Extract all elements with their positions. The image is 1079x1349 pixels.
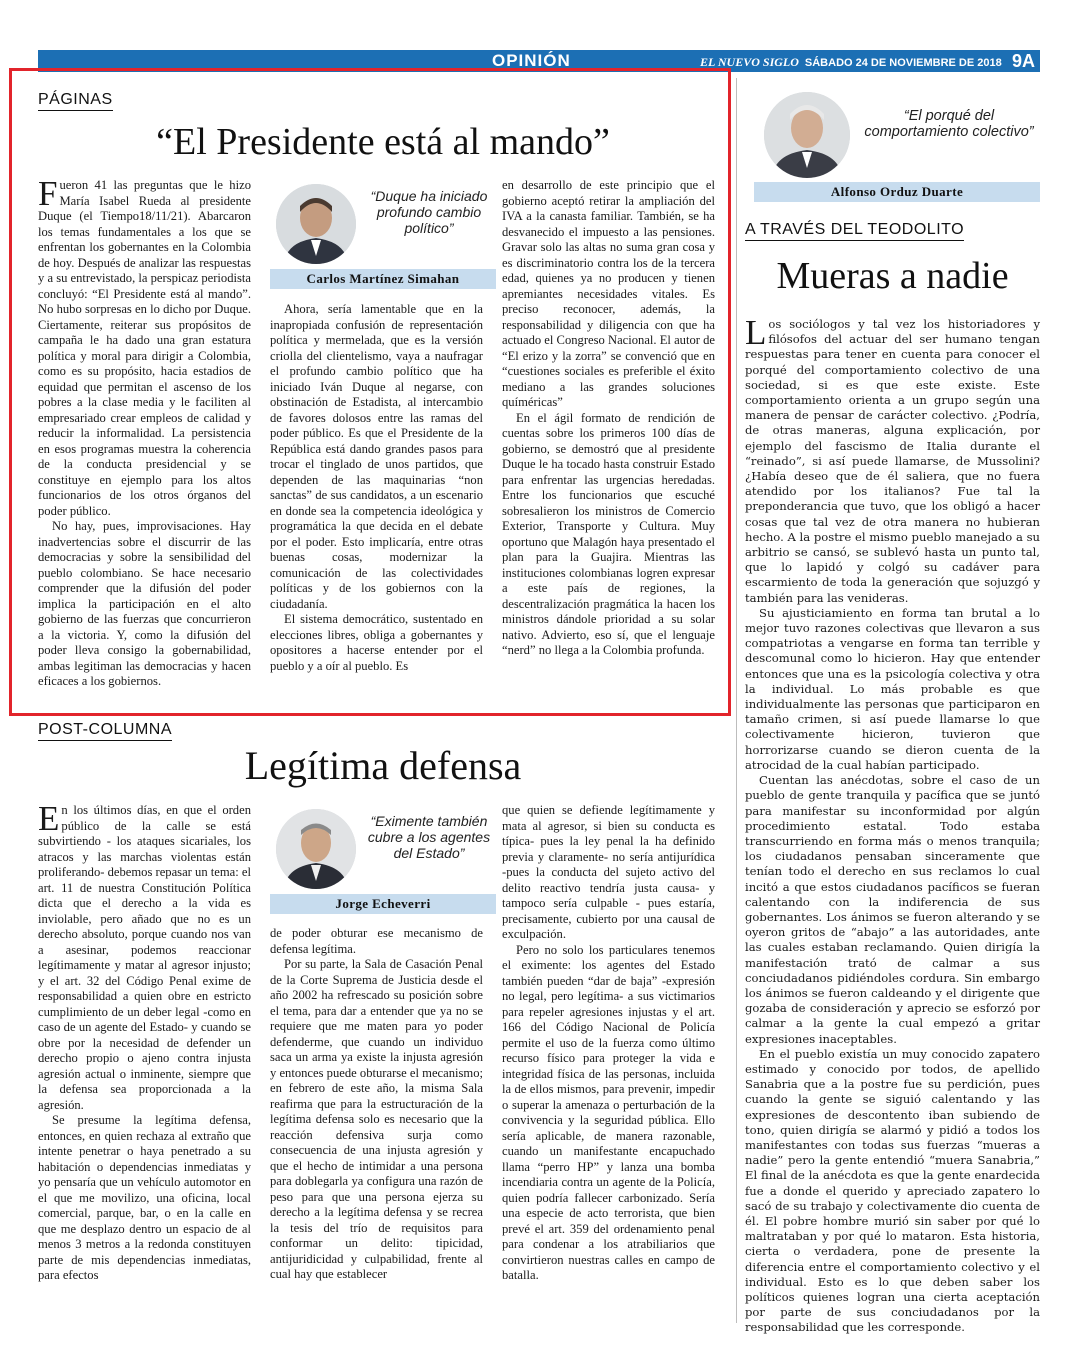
- author-quote: “El porqué del comportamiento colectivo”: [864, 108, 1034, 140]
- author-name: Carlos Martínez Simahan: [270, 269, 496, 289]
- article2-kicker: POST-COLUMNA: [38, 721, 172, 741]
- author-name: Jorge Echeverri: [270, 894, 496, 914]
- article2-headline: Legítima defensa: [244, 743, 522, 788]
- article3-paragraph: Su ajusticiamiento en forma tan brutal a lo mejor tuvo razones colectivas que llevaron a sus compatriotas a vengarse en forma tan terrible y descomunal como lo hicieron. Hay que entender entonces que una es la psicología colectiva y otra la individual. Lo más probable es que individualmente las personas que participaron en tamaño crimen, si así puede llamarse lo que colectivamente hicieron, tuvieron que horrorizarse cuando se dieron cuenta de la atrocidad de la cual habían participado.: [745, 605, 1040, 772]
- article3-kicker: A TRAVÉS DEL TEODOLITO: [745, 221, 964, 241]
- article2-paragraph: n los últimos días, en que el orden público de la calle se está subvirtiendo - los ataques sicariales, los atracos y las marchas violentas están proliferando- debemos repasar un tema: el art. 11 de nuestra Constitución Política dicta que el derecho a la vida es inviolable, pero añado que no es un derecho absoluto, porque cuando nos van a asesinar, podemos reaccionar legítimamente y matar al agresor injusto; y el art. 32 del Código Penal exime de responsabilidad a quien obre en estricto cumplimiento de un deber legal -como en caso de un agente del Estado- y cuando se obre por la necesidad de defender un derecho propio o ajeno contra injusta agresión actual o inminente, siempre que la defensa sea proporcionada a la agresión.: [38, 803, 251, 1112]
- newspaper-name: EL NUEVO SIGLO: [700, 55, 799, 69]
- article2-paragraph: Pero no solo los particulares tenemos el eximente: los agentes del Estado también pueden “dar de baja” -expresión no legal, pero legítima- a sus victimarios para repeler agresiones injustas y el art. 166 del Código Nacional de Policía permite el uso de la fuerza como último recurso físico para proteger la vida e integridad física de las personas, incluida la de ellos mismos, para prevenir, impedir o superar la amenaza o perturbación de la convivencia y la seguridad pública. Ello sería aplicable, de manera razonable, cuando un manifestante encapuchado llama “perro HP” y lanza una bomba incendiaria contra un agente de la Policía, quien podría fallecer carbonizado. Sería una especie de acto terrorista, que bien prevé el art. 359 del ordenamiento penal para condenar a los atrabiliarios que convirtieron nuestras calles en campo de batalla.: [502, 942, 715, 1282]
- article2-paragraph: Por su parte, la Sala de Casación Penal de la Corte Suprema de Justicia desde el año 2002 ha refrescado su posición sobre el tema, para dar a entender que ya no se requiere que me maten para yo poder defenderme, que cuando un individuo saca un arma ya existe la injusta agresión y entonces puede obturarse el mecanismo; en febrero de este año, la misma Sala reafirma que para la estructuración de la legítima defensa solo es necesario que la reacción defensiva surja como consecuencia de una injusta agresión y que el hecho de intimidar a una persona para doblegarla ya configura una razón de peso para que una persona ejerza su derecho a la legítima defensa y se recrea la tesis del trío de requisitos para conformar un delito: tipicidad, antijuridicidad y culpabilidad, frente al cual hay que establecer: [270, 957, 483, 1281]
- drop-cap: E: [38, 799, 60, 838]
- portrait-image: [276, 809, 356, 889]
- article2-paragraph: Se presume la legítima defensa, entonces, en quien rechaza al extraño que intente penetrar o haya penetrado a su habitación o dependencias inmediatas y yo pensaría que un vehículo automotor en el que me movilizo, una oficina, local comercial, parque, bar, o en la calle en que me desplazo dentro un espacio de al menos 3 metros a la redonda constituyen parte de mis dependencias inmediatas, para efectos: [38, 1113, 251, 1282]
- author-photo: [764, 92, 850, 178]
- article1-paragraph: El sistema democrático, sustentado en elecciones libres, obliga a gobernantes y opositores a hacerse entender por el pueblo y a oír al pueblo. Es: [270, 612, 483, 673]
- article2-author-box: [270, 803, 496, 914]
- portrait-image: [764, 92, 850, 178]
- page-number: 9A: [1012, 51, 1036, 71]
- column-divider: [736, 78, 737, 1323]
- article3-paragraph: os sociólogos y tal vez los historiadores y filósofos del actuar del ser humano tengan respuestas para tener en cuenta para conocer el porqué del comportamiento colectivo de una sociedad, si es que este existe. Este comportamiento orienta a un grupo según una manera de pensar de carácter colectivo. ¿Podría, de otras maneras, alguna explicación, por ejemplo del fascismo de Italia durante el “reinado”, si así puede llamarse, de Mussolini? ¿Había deseo que de él saliera, que no fuera atendido por los italianos? Fue tal la preponderancia que tuvo, que los obligó a hacer cosas que tal vez de otra manera no hubieran hecho. A la postre el mismo pueblo manejado a su arbitrio se cansó, se sublevó hasta un punto tal, que lo lapidó y colgó su cadáver para escarmiento de toda la generación que sojuzgó y también para las venideras.: [745, 317, 1040, 605]
- article1-paragraph: No hay, pues, improvisaciones. Hay inadvertencias sobre el discurrir de las democracias y sobre la sensibilidad del pueblo colombiano. Se hace necesario comprender que la difusión del poder implica la participación en el alto gobierno de las fuerzas que concurrieron a la victoria. Y, como la difusión del poder lleva consigo la gobernabilidad, ambas legitiman las democracias y hacen eficaces a los gobiernos.: [38, 519, 251, 688]
- newspaper-dateline: [700, 56, 1002, 69]
- drop-cap: F: [38, 174, 58, 213]
- issue-date: SÁBADO 24 DE NOVIEMBRE DE 2018: [804, 57, 1002, 69]
- article1-kicker: PÁGINAS: [38, 91, 113, 111]
- section-name: OPINIÓN: [492, 51, 571, 70]
- article2-column-1: [38, 799, 251, 1284]
- article1-paragraph: Ahora, sería lamentable que en la inapropiada confusión de representación política y mermelada, que es la versión criolla del clientelismo, vaya a naufragar el profundo cambio político que ha iniciado Iván Duque al negarse, con obstinación de Estadista, al intercambio de favores dolosos entre las ramas del poder público. Es que el Presidente de la República está dando grandes pasos para trocar el tinglado de unos partidos, que dependen de las maquinarias “non sanctas” de sus candidatos, a un escenario en donde sea la competencia ideológica y programática la que decida en el debate por el poder. Esto implicaría, entre otras buenas cosas, modernizar la comunicación de las colectividades políticas y de los gobiernos con la ciudadanía.: [270, 302, 483, 611]
- article1-paragraph: ueron 41 las preguntas que le hizo María Isabel Rueda al presidente Duque (el Tiempo18/11/21). Abarcaron los temas fundamentales a los que se enfrentan los gobernantes en la Colombia de hoy. Después de analizar las respuestas y a su entrevistado, la perspicaz periodista concluyó: “El Presidente está al mando”. No hubo sorpresas en lo dicho por Duque. Ciertamente, reiterar sus propósitos de campaña le ha dado una gran estatura política y moral para dirigir a Colombia, como es su propósito, hacia estadios de equidad que permitan el ascenso de los pobres a la clase media y le faciliten al empresariado crear empleos de calidad y reducir la informalidad. La persistencia en esos programas muestra la coherencia de la conducta presidencial y se constituye en ejemplo para los altos funcionarios de los otros órganos del poder público.: [38, 178, 251, 518]
- drop-cap: L: [745, 313, 767, 352]
- article1-paragraph: en desarrollo de este principio que el gobierno aceptó retirar la ampliación del IVA a la canasta familiar. También, se ha desvanecido el impuesto a las pensiones. Gravar solo las altas no suma gran cosa y es discriminatorio contra los de la tercera edad, quienes ya no producen y tienen apremiantes necesidades vitales. Es preciso reconocer, además, la responsabilidad y diligencia con que ha actuado el Congreso Nacional. El autor de “El erizo y la zorra” se convenció que en “cuestiones sociales es preferible el éxito mediano a las grandes soluciones químéricas”: [502, 178, 715, 409]
- article2-column-2: [270, 926, 483, 1283]
- author-quote: “Eximente también cubre a los agentes del Estado”: [367, 813, 491, 861]
- article3-paragraph: En el pueblo existía un muy conocido zapatero estimado y conocido por todos, de apellido Sanabria que a la postre fue su perdición, pues cuando la gente se siguió calentando y las expresiones de descontento iban subiendo de tono, quien dirigía se alarmó y pidió a todos los manifestantes con todas sus fuerzas “mueras a nadie” pero la gente entendió “muera Sanabria,” El final de la anécdota es que la gente enardecida fue a donde el querido y apreciado zapatero lo sacó de su trabajo y colectivamente dio cuenta de él. El pobre hombre murió sin saber por qué lo maltrataban y por qué lo mataron. Esta historia, cierta o verdadera, pone de presente la diferencia entre el comportamiento colectivo y el individual. Esto es lo que deben saber los políticos quienes logran una cierta aceptación por parte de sus conciudadanos por la responsabilidad que les corresponde.: [745, 1046, 1040, 1335]
- article3-author-box: [754, 90, 1040, 202]
- author-name: Alfonso Orduz Duarte: [754, 182, 1040, 202]
- article3-column: [745, 313, 1040, 1336]
- article1-headline: “El Presidente está al mando”: [156, 121, 610, 163]
- article2-paragraph: que quien se defiende legítimamente y mata al agresor, si bien su conducta es típica- pues la ley penal la ha definido previa y claramente- no sería antijurídica -pues la conducta del sujeto activo del delito reactivo tendría justa causa- y tampoco sería culpable - pues estaría, precisamente, cubierto por una causal de exculpación.: [502, 803, 715, 941]
- article3-paragraph: Cuentan las anécdotas, sobre el caso de un pueblo de gente tranquila y pacífica que se juntó para manifestar su inconformidad por algún procedimiento estatal. Todo estaba transcurriendo en forma más o menos tranquila; los ciudadanos pensaban sinceramente que tenían todo el derecho en sus reclamos lo cual incitó a que estos ciudadanos pacíficos se fueran calentando con la indiferencia de sus gobernantes. Los ánimos se fueron alterando y se oyeron gritos de “abajo” a las autoridades, ante las cuales estaban reclamando. Quien dirigía la manifestación trató de calmar a sus conciudadanos pidiéndoles cordura. Sin embargo los ánimos se fueron caldeando y el dirigente que gozaba de consideración y aprecio se esforzó por calmar a la gente la cual empezó a gritar expresiones inaceptables.: [745, 773, 1040, 1046]
- highlight-frame: [9, 68, 731, 716]
- article2-paragraph: de poder obturar ese mecanismo de defensa legítima.: [270, 926, 483, 956]
- article2-column-3: [502, 803, 715, 1284]
- author-photo: [276, 809, 356, 889]
- article3-headline: Mueras a nadie: [776, 255, 1009, 297]
- article1-paragraph: En el ágil formato de rendición de cuentas sobre los primeros 100 días de gobierno, se demostró que al presidente Duque le ha tocado hasta construir Estado para enfrentar las urgencias heredadas. Entre los funcionarios que escuché sobresalieron los ministros de Comercio Exterior, Transporte y Cultura. Muy oportuno que Malagón haya presentado el plan para la Guajira. Mientras las instituciones colombianas logren expresar a este país de regiones, la descentralización pragmática la hacen los ministros dándole prioridad a su solar nativo. Advierto, eso sí, que el lenguaje “nerd” no llega a la Colombia profunda.: [502, 410, 715, 657]
- author-quote: “Duque ha iniciado profundo cambio político”: [370, 188, 488, 236]
